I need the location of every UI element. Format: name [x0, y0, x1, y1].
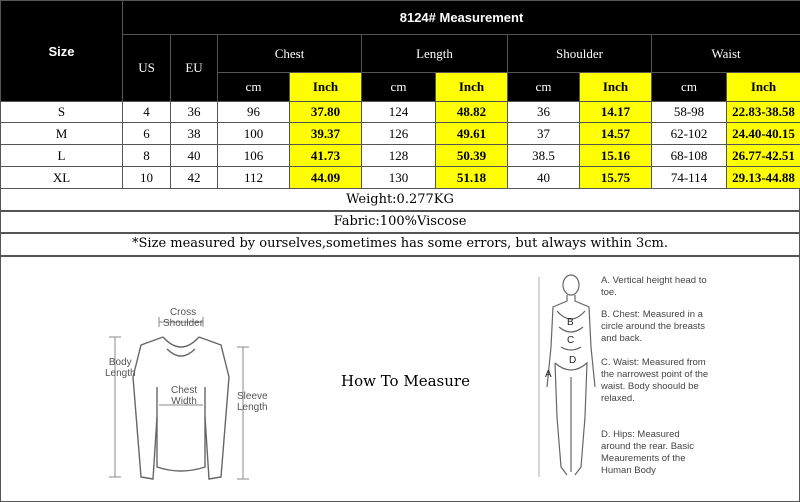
waist-inch-cell: 24.40-40.15 [727, 123, 800, 145]
col-waist: Waist [652, 35, 800, 73]
length-inch-cell: 51.18 [436, 167, 508, 189]
how-to-measure-title: How To Measure [341, 372, 470, 390]
eu-cell: 40 [171, 145, 218, 167]
us-cell: 8 [123, 145, 171, 167]
eu-cell: 38 [171, 123, 218, 145]
eu-cell: 36 [171, 102, 218, 123]
length-inch-cell: 50.39 [436, 145, 508, 167]
waist-inch-cell: 29.13-44.88 [727, 167, 800, 189]
body-length-label: Length [105, 368, 136, 379]
shoulder-cm-cell: 38.5 [508, 145, 580, 167]
size-cell: XL [1, 167, 123, 189]
note-c: C. Waist: Measured from the narrowest point of the waist. Body shoould be relaxed. [601, 357, 709, 404]
unit-cm: cm [652, 73, 727, 102]
shoulder-cm-cell: 40 [508, 167, 580, 189]
how-to-measure-panel [0, 256, 800, 502]
chest-inch-cell: 41.73 [290, 145, 362, 167]
us-cell: 4 [123, 102, 171, 123]
shoulder-inch-cell: 15.16 [580, 145, 652, 167]
size-cell: L [1, 145, 123, 167]
length-cm-cell: 124 [362, 102, 436, 123]
letter-d: D [569, 355, 577, 366]
unit-inch: Inch [290, 73, 362, 102]
col-eu: EU [171, 35, 218, 102]
waist-cm-cell: 62-102 [652, 123, 727, 145]
cross-shoulder-label: Cross [169, 307, 197, 318]
chest-width-label: Width [171, 396, 197, 407]
chest-inch-cell: 39.37 [290, 123, 362, 145]
chest-cm-cell: 106 [218, 145, 290, 167]
size-cell: S [1, 102, 123, 123]
size-chart-table [0, 0, 800, 189]
length-cm-cell: 128 [362, 145, 436, 167]
col-us: US [123, 35, 171, 102]
col-length: Length [362, 35, 508, 73]
table-row [1, 123, 800, 145]
waist-inch-cell: 22.83-38.58 [727, 102, 800, 123]
waist-cm-cell: 74-114 [652, 167, 727, 189]
size-header: Size [1, 1, 123, 102]
note-row: *Size measured by ourselves,sometimes has some errors, but always within 3cm. [0, 232, 800, 256]
sleeve-length-label: Sleeve [237, 391, 268, 402]
body-figure-icon [531, 267, 601, 487]
body-length-label: Body [108, 357, 132, 368]
eu-cell: 42 [171, 167, 218, 189]
unit-inch: Inch [580, 73, 652, 102]
waist-cm-cell: 68-108 [652, 145, 727, 167]
unit-cm: cm [508, 73, 580, 102]
note-a: A. Vertical height head to toe. [601, 275, 707, 298]
chest-cm-cell: 96 [218, 102, 290, 123]
chest-cm-cell: 100 [218, 123, 290, 145]
shoulder-inch-cell: 15.75 [580, 167, 652, 189]
weight-row: Weight:0.277KG [0, 188, 800, 212]
shoulder-inch-cell: 14.17 [580, 102, 652, 123]
shoulder-cm-cell: 36 [508, 102, 580, 123]
table-row [1, 167, 800, 189]
fabric-row: Fabric:100%Viscose [0, 210, 800, 234]
chart-title: 8124# Measurement [123, 1, 800, 35]
chest-inch-cell: 44.09 [290, 167, 362, 189]
waist-cm-cell: 58-98 [652, 102, 727, 123]
note-b: B. Chest: Measured in a circle around the breasts and back. [601, 309, 706, 344]
size-cell: M [1, 123, 123, 145]
us-cell: 10 [123, 167, 171, 189]
length-inch-cell: 49.61 [436, 123, 508, 145]
unit-cm: cm [218, 73, 290, 102]
waist-inch-cell: 26.77-42.51 [727, 145, 800, 167]
letter-b: B [567, 317, 574, 328]
unit-inch: Inch [436, 73, 508, 102]
letter-a: A [545, 369, 552, 380]
shoulder-cm-cell: 37 [508, 123, 580, 145]
shoulder-inch-cell: 14.57 [580, 123, 652, 145]
chest-cm-cell: 112 [218, 167, 290, 189]
unit-inch: Inch [727, 73, 800, 102]
sleeve-length-label: Length [237, 402, 268, 413]
table-row [1, 145, 800, 167]
unit-cm: cm [362, 73, 436, 102]
table-row [1, 102, 800, 123]
col-shoulder: Shoulder [508, 35, 652, 73]
chest-width-label: Chest [171, 385, 198, 396]
col-chest: Chest [218, 35, 362, 73]
note-d: D. Hips: Measured around the rear. Basic Meaurements of the Human Body [601, 429, 694, 476]
us-cell: 6 [123, 123, 171, 145]
length-inch-cell: 48.82 [436, 102, 508, 123]
cross-shoulder-label: Shoulder [163, 318, 204, 329]
chest-inch-cell: 37.80 [290, 102, 362, 123]
length-cm-cell: 130 [362, 167, 436, 189]
letter-c: C [567, 335, 575, 346]
length-cm-cell: 126 [362, 123, 436, 145]
